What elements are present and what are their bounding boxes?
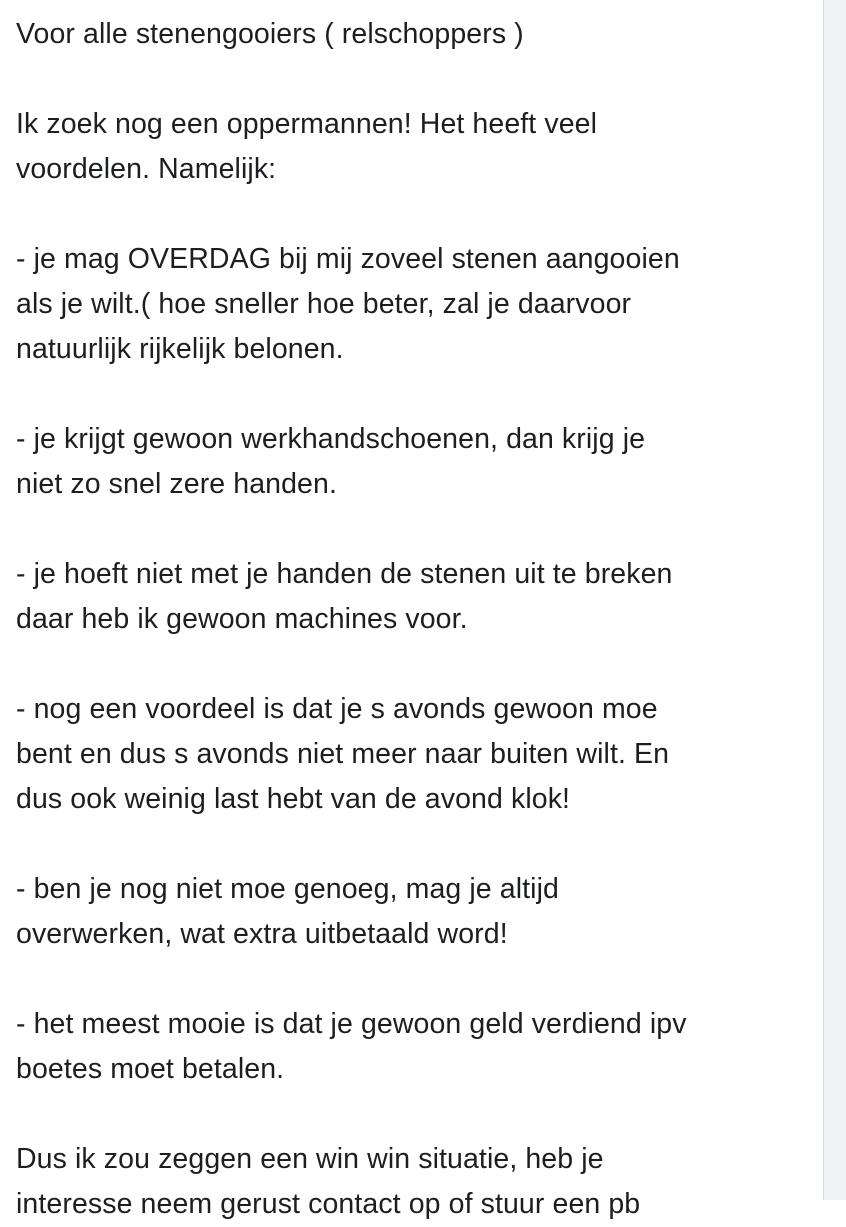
- post-paragraph-benefit-2: [16, 417, 806, 507]
- scrollbar[interactable]: [823, 0, 846, 1200]
- post-line: - je krijgt gewoon werkhandschoenen, dan krijg je: [16, 423, 646, 455]
- post-line: boetes moet betalen.: [16, 1053, 285, 1085]
- post-line: niet zo snel zere handen.: [16, 468, 337, 500]
- post-line: voordelen. Namelijk:: [16, 153, 277, 185]
- post-line: Voor alle stenengooiers ( relschoppers ): [16, 18, 524, 50]
- post-paragraph-closing: [16, 1137, 806, 1227]
- post-paragraph-benefit-1: [16, 237, 806, 372]
- post-line: - nog een voordeel is dat je s avonds gewoon moe: [16, 693, 658, 725]
- post-line: Dus ik zou zeggen een win win situatie, heb je: [16, 1143, 604, 1175]
- post-line: natuurlijk rijkelijk belonen.: [16, 333, 344, 365]
- post-paragraph-benefit-3: [16, 552, 806, 642]
- post-line: overwerken, wat extra uitbetaald word!: [16, 918, 508, 950]
- post-paragraph-intro: [16, 12, 806, 57]
- post-line: - je mag OVERDAG bij mij zoveel stenen aangooien: [16, 243, 680, 275]
- post-line: - ben je nog niet moe genoeg, mag je altijd: [16, 873, 559, 905]
- post-line: daar heb ik gewoon machines voor.: [16, 603, 468, 635]
- post-paragraph-looking-for: [16, 102, 806, 192]
- post-line: als je wilt.( hoe sneller hoe beter, zal je daarvoor: [16, 288, 632, 320]
- post-paragraph-benefit-6: [16, 1002, 806, 1092]
- post-line: bent en dus s avonds niet meer naar buiten wilt. En: [16, 738, 670, 770]
- post-text: [16, 12, 806, 1227]
- post-line: - het meest mooie is dat je gewoon geld verdiend ipv: [16, 1008, 687, 1040]
- post-line: dus ook weinig last hebt van de avond klok!: [16, 783, 571, 815]
- post-paragraph-benefit-5: [16, 867, 806, 957]
- post-paragraph-benefit-4: [16, 687, 806, 822]
- post-line: - je hoeft niet met je handen de stenen uit te breken: [16, 558, 673, 590]
- post-line: interesse neem gerust contact op of stuur een pb: [16, 1188, 641, 1220]
- post-line: Ik zoek nog een oppermannen! Het heeft veel: [16, 108, 598, 140]
